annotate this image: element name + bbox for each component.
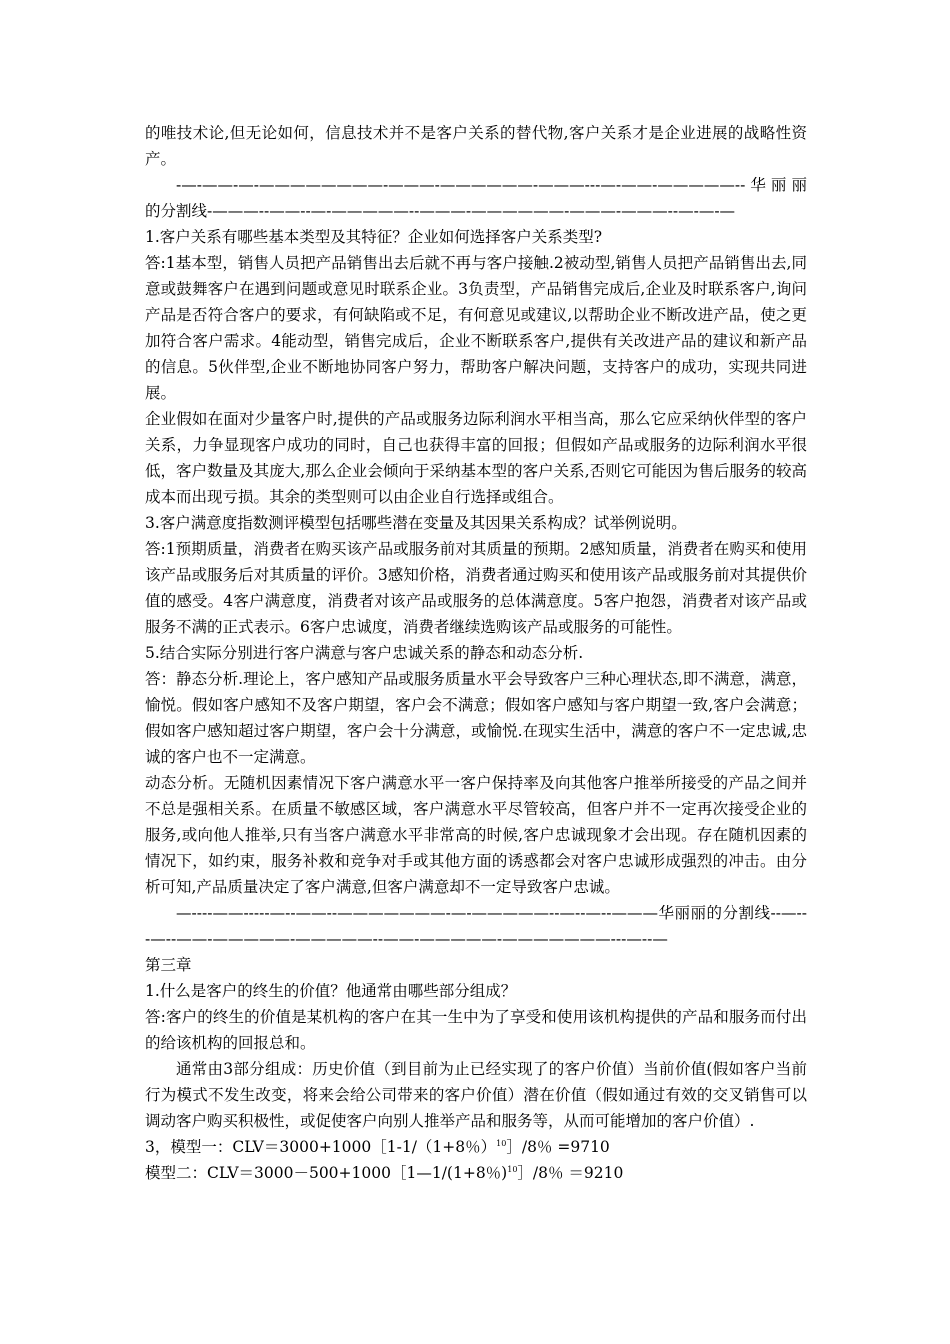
paragraph: 答：静态分析.理论上，客户感知产品或服务质量水平会导致客户三种心理状态,即不满意，满意，愉悦。假如客户感知不及客户期望，客户会不满意；假如客户感知与客户期望一致,客户会满意；假如客户感知超过客户期望，客户会十分满意，或愉悦.在现实生活中，满意的客户不一定忠诚,忠诚的客户也不一定满意。	[145, 670, 807, 766]
paragraph: 通常由3部分组成：历史价值（到目前为止已经实现了的客户价值）当前价值(假如客户当前行为模式不发生改变，将来会给公司带来的客户价值）潜在价值（假如通过有效的交叉销售可以调动客户购买积极性，或促使客户向别人推举产品和服务等，从而可能增加的客户价值）.	[145, 1060, 807, 1130]
paragraph: 3.客户满意度指数测评模型包括哪些潜在变量及其因果关系构成？试举例说明。	[145, 514, 687, 532]
paragraph-list	[145, 120, 807, 1134]
paragraph: 企业假如在面对少量客户时,提供的产品或服务边际利润水平相当高，那么它应采纳伙伴型的客户关系，力争显现客户成功的同时，自己也获得丰富的回报；但假如产品或服务的边际利润水平很低，客户数量及其庞大,那么企业会倾向于采纳基本型的客户关系,否则它可能因为售后服务的较高成本而出现亏损。其余的类型则可以由企业自行选择或组合。	[145, 410, 807, 506]
paragraph: 1.什么是客户的终生的价值？他通常由哪些部分组成？	[145, 982, 517, 1000]
paragraph: 答:1基本型，销售人员把产品销售出去后就不再与客户接触.2被动型,销售人员把产品销售出去,同意或鼓舞客户在遇到问题或意见时联系企业。3负责型，产品销售完成后,企业及时联系客户,询问产品是否符合客户的要求，有何缺陷或不足，有何意见或建议,以帮助企业不断改进产品，使之更加符合客户需求。4能动型，销售完成后，企业不断联系客户,提供有关改进产品的建议和新产品的信息。5伙伴型,企业不断地协同客户努力，帮助客户解决问题，支持客户的成功，实现共同进展。	[145, 254, 807, 402]
paragraph: 第三章	[145, 956, 192, 974]
paragraph: 答:1预期质量，消费者在购买该产品或服务前对其质量的预期。2感知质量，消费者在购买和使用该产品或服务后对其质量的评价。3感知价格，消费者通过购买和使用该产品或服务前对其提供价值的感受。4客户满意度，消费者对该产品或服务的总体满意度。5客户抱怨，消费者对该产品或服务不满的正式表示。6客户忠诚度，消费者继续选购该产品或服务的可能性。	[145, 540, 807, 636]
formula-model-one	[145, 1134, 807, 1160]
formula-text: 模型二：CLV＝3000－500+1000［1—1/(1+8％)	[145, 1164, 508, 1182]
paragraph: 动态分析。无随机因素情况下客户满意水平一客户保持率及向其他客户推举所接受的产品之间并不总是强相关系。在质量不敏感区域，客户满意水平尽管较高，但客户并不一定再次接受企业的服务,或向他人推举,只有当客户满意水平非常高的时候,客户忠诚现象才会出现。存在随机因素的情况下，如约束，服务补救和竞争对手或其他方面的诱惑都会对客户忠诚形成强烈的冲击。由分析可知,产品质量决定了客户满意,但客户满意却不一定导致客户忠诚。	[145, 774, 807, 896]
paragraph: 5.结合实际分别进行客户满意与客户忠诚关系的静态和动态分析.	[145, 644, 584, 662]
paragraph: 的唯技术论,但无论如何，信息技术并不是客户关系的替代物,客户关系才是企业进展的战略性资产。	[145, 124, 807, 168]
section-divider: —----——-----—--——--———————-—-—————--—--—--———华丽丽的分割线--—---—--——-—————-—————--——-—————-———————---—--—	[145, 904, 807, 948]
formula-text: ］/8％ ＝9210	[517, 1164, 624, 1182]
formula-model-two	[145, 1160, 807, 1186]
paragraph: 1.客户关系有哪些基本类型及其特征？企业如何选择客户关系类型?	[145, 228, 603, 246]
section-divider: -—-——-—-————————-———-——————-———---—-——-—————--华丽丽的分割线-———--——--—-—————--———-——————-———-———--—-—-—	[145, 176, 807, 220]
document-body	[145, 120, 807, 1186]
formula-exponent: 10	[507, 1164, 518, 1174]
formula-text: ］/8％ =9710	[506, 1138, 610, 1156]
formula-exponent: 10	[496, 1138, 507, 1148]
paragraph: 答:客户的终生的价值是某机构的客户在其一生中为了享受和使用该机构提供的产品和服务而付出的给该机构的回报总和。	[145, 1008, 807, 1052]
formula-text: 3，模型一：CLV＝3000+1000［1-1/（1+8％）	[145, 1138, 497, 1156]
